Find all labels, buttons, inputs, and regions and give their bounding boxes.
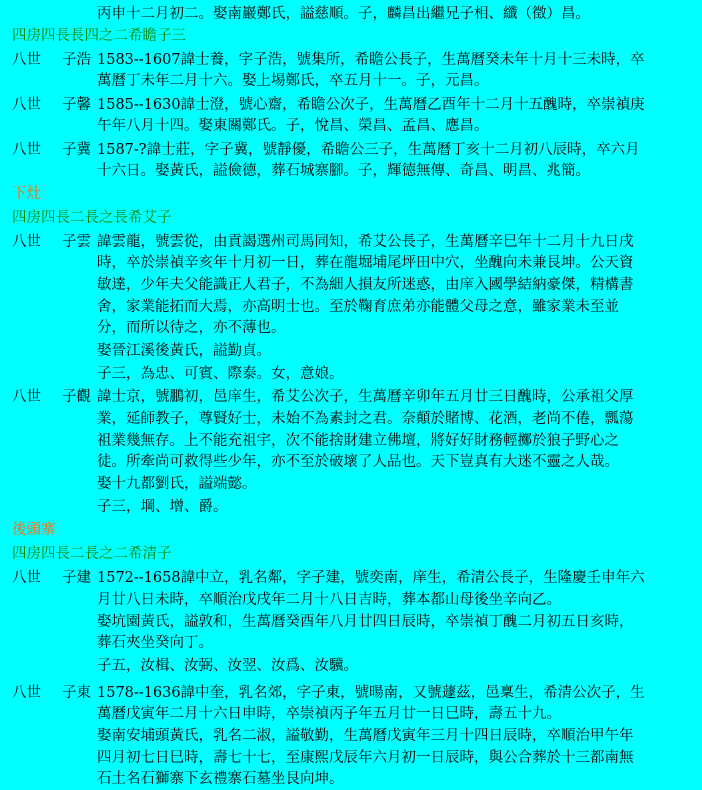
entry-generation: 八世: [12, 570, 41, 586]
entry-name: 子觀: [62, 389, 91, 405]
text-line: 1578--1636諱中奎，乳名郊，字子東，號暘南，又號蘧茲，邑稟生，希清公次子，生: [97, 685, 645, 701]
text-line: 舍，家業能拓而大焉，亦高明士也。至於鞠育庶弟亦能體父母之意，雖家業未至並: [97, 299, 619, 315]
text-line: 1572--1658諱中立，乳名鄰，字子建，號奕南，庠生，希清公長子，生隆慶壬申年六: [97, 570, 645, 586]
text-line: 萬曆丁未年二月十六。娶上埸鄭氏，卒五月十一。子，元昌。: [97, 73, 489, 89]
entry-name: 子雲: [62, 234, 91, 250]
text-line: 1585--1630諱士澄，號心齋，希瞻公次子，生萬曆乙酉年十二月十五醜時，卒崇禎庚: [97, 97, 645, 113]
text-line: 石土名石獅寨下玄禮寨石墓坐艮向坤。: [97, 771, 344, 787]
entry-generation: 八世: [12, 685, 41, 701]
text-line: 娶十九都劉氏，謚端懿。: [97, 476, 257, 492]
entry-generation: 八世: [12, 389, 41, 405]
text-line: 徒。所牽尚可救得些少年，亦不至於破壞了人品也。天下豈真有大迷不靈之人哉。: [97, 454, 619, 470]
text-line: 娶晉江溪後黃氏，謚勤貞。: [97, 343, 271, 359]
text-line: 娶坑園黃氏，謚敦和，生萬曆癸酉年八月廿四日辰時，卒崇禎丁醜二月初五日亥時，: [97, 614, 634, 630]
text-line: 四月初七日巳時，壽七十七，至康熙戊辰年六月初一日辰時，與公合葬於十三都南無: [97, 750, 634, 766]
entry-generation: 八世: [12, 52, 41, 68]
entry-generation: 八世: [12, 97, 41, 113]
text-line: 時，卒於崇禎辛亥年十月初一日，葬在龍堀埔尾坪田中穴，坐醜向未兼艮坤。公天資: [97, 255, 634, 271]
text-line: 葬石夾坐癸向丁。: [97, 635, 213, 651]
entry-name: 子東: [62, 685, 91, 701]
text-line: 子三，堈、增、爵。: [97, 499, 228, 515]
text-line: 萬曆戊寅年二月十六日申時，卒崇禎丙子年五月廿一日巳時，壽五十九。: [97, 706, 561, 722]
text-line: 敏達，少年夫父能識正人君子，不為細人損友所迷惑，由庠入國學結納豪傑，精構書: [97, 277, 634, 293]
text-line: 1587-?諱士莊，字子冀，號靜優，希瞻公三子，生萬曆丁亥十二月初八辰時，卒六月: [97, 142, 640, 158]
text-line: 諱雲龍，號雲從，由貢謁選州司馬同知，希艾公長子，生萬曆辛巳年十二月十九日戌: [97, 234, 634, 250]
text-line: 丙申十二月初二。娶南巖鄭氏，謚慈順。子，麟昌出繼兄子相、纖（徵）昌。: [97, 6, 590, 22]
text-line: 娶南安埔頭黃氏，乳名二淑，謚敬勤，生萬曆戊寅年三月十四日辰時，卒順治甲午年: [97, 728, 634, 744]
branch-heading: 四房四長二長之二希清子: [12, 546, 172, 562]
text-line: 業，延師教子，尊賢好士，未始不為素封之君。奈顛於賭博、花酒，老尚不倦，瓢蕩: [97, 411, 634, 427]
entry-name: 子建: [62, 570, 91, 586]
entry-name: 子浩: [62, 52, 91, 68]
place-heading: 下灶: [12, 186, 41, 202]
text-line: 分，而所以待之，亦不薄也。: [97, 320, 286, 336]
text-line: 諱士京，號鵬初，邑庠生，希艾公次子，生萬曆辛卯年五月廿三日醜時，公承祖父厚: [97, 389, 634, 405]
entry-generation: 八世: [12, 142, 41, 158]
text-line: 午年八月十四。娶東關鄭氏。子，悅昌、榮昌、孟昌、應昌。: [97, 118, 489, 134]
branch-heading: 四房四長長四之二希瞻子三: [12, 28, 186, 44]
entry-name: 子馨: [62, 97, 91, 113]
text-line: 子三，為忠、可賓、際泰。女，意娘。: [97, 366, 344, 382]
text-line: 1583--1607諱士養，字子浩，號集所，希瞻公長子，生萬曆癸未年十月十三未時，卒: [97, 52, 645, 68]
entry-generation: 八世: [12, 234, 41, 250]
entry-name: 子冀: [62, 142, 91, 158]
text-line: 月廿八日未時，卒順治戊戌年二月十八日吉時，葬本都山母後坐辛向乙。: [97, 592, 561, 608]
branch-heading: 四房四長二長之長希艾子: [12, 210, 172, 226]
text-line: 祖業幾無存。上不能充祖宇，次不能捨財建立佛壇，將好好財務輕擲於狼子野心之: [97, 433, 619, 449]
text-line: 子五，汝楫、汝弼、汝翌、汝爲、汝驥。: [97, 658, 358, 674]
place-heading: 後頭寨: [12, 522, 56, 538]
text-line: 十六日。娶黃氏，謚儉德，葬石城寨腳。子，輝德無傳、奇昌、明昌、兆簡。: [97, 163, 590, 179]
